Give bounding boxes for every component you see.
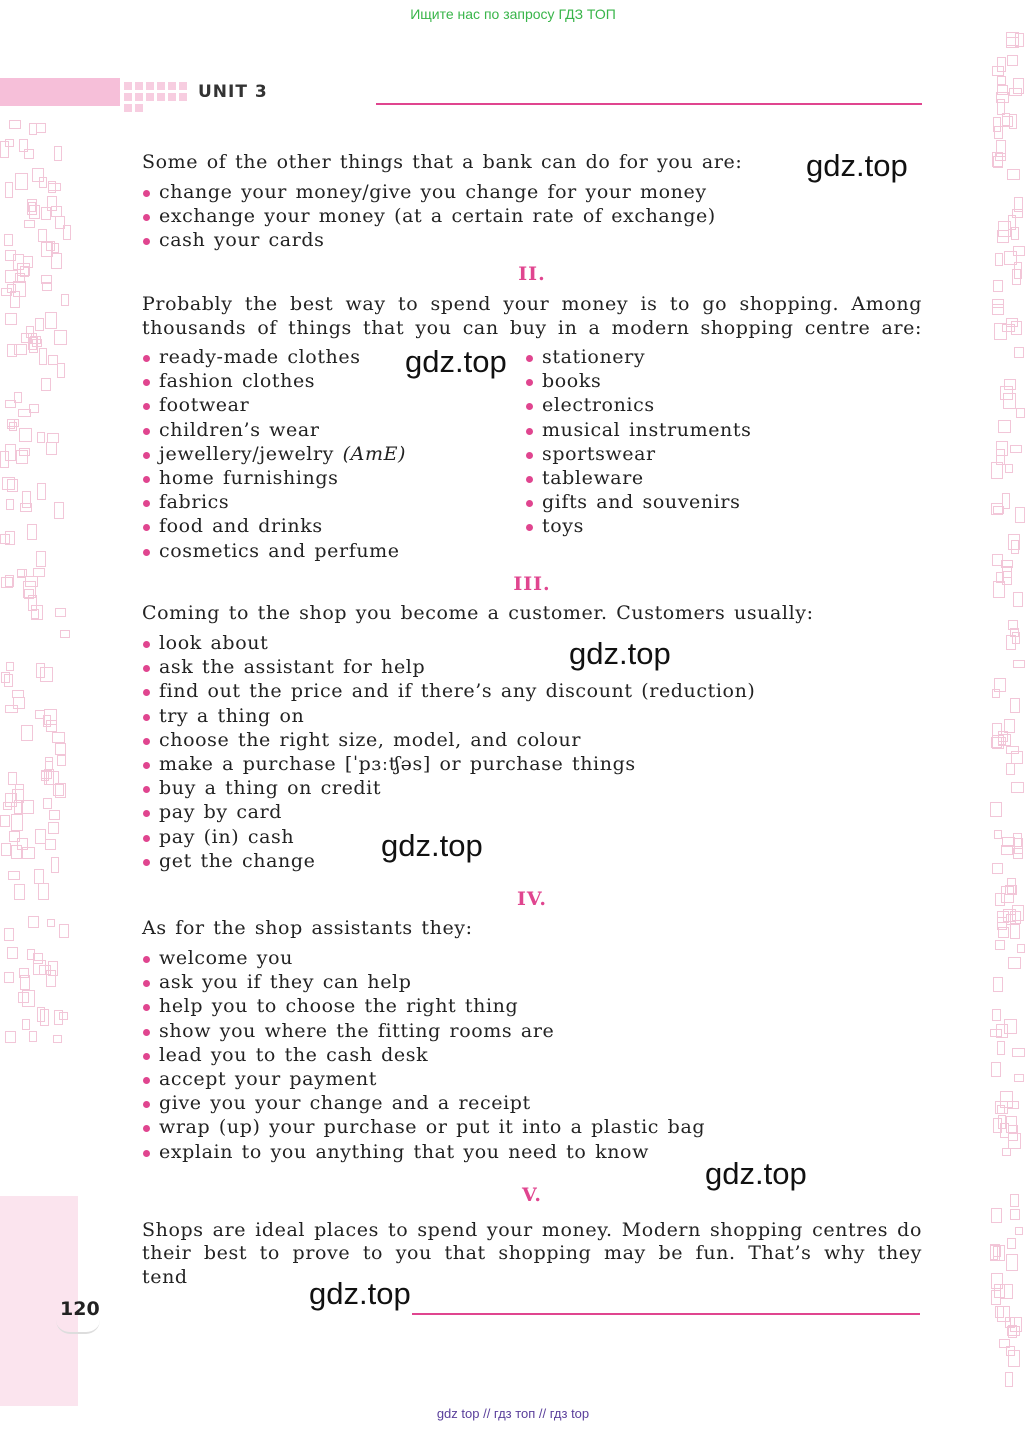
decorative-square: [4, 674, 13, 687]
decorative-square: [38, 229, 47, 242]
decorative-square: [5, 793, 17, 807]
decorative-square: [4, 972, 14, 983]
decorative-square: [27, 949, 35, 960]
decorative-square: [1014, 1074, 1024, 1082]
decorative-square: [7, 947, 18, 959]
list-item: cash your cards: [142, 228, 716, 252]
decorative-square: [5, 705, 18, 713]
decorative-square: [5, 575, 14, 587]
decorative-square: [61, 294, 69, 306]
decorative-square: [4, 928, 14, 941]
list-item-text: jewellery/jewelry: [159, 442, 334, 465]
list-item: get the change: [142, 849, 755, 873]
decorative-square: [32, 339, 42, 347]
decorative-square: [46, 442, 57, 455]
decorative-square: [997, 911, 1009, 923]
page-number-decoration: [56, 1320, 100, 1334]
decorative-square: [994, 126, 1003, 139]
decorative-square: [43, 798, 52, 809]
decorative-square: [48, 355, 58, 365]
header-rule: [376, 103, 922, 105]
decorative-square: [21, 725, 33, 741]
decorative-square: [9, 120, 21, 129]
decorative-square: [35, 710, 45, 719]
decorative-square: [1014, 262, 1022, 279]
decorative-square: [990, 802, 1002, 817]
decorative-square: [997, 1041, 1005, 1055]
decorative-square: [5, 313, 17, 325]
decorative-square: [6, 662, 14, 671]
decorative-square: [997, 1105, 1005, 1114]
decorative-square: [57, 363, 65, 378]
decorative-square: [1007, 55, 1018, 66]
bank-list: [142, 180, 716, 253]
decorative-square: [1002, 1148, 1011, 1156]
decorative-square: [47, 919, 55, 927]
decorative-square: [27, 524, 37, 540]
decorative-square: [993, 977, 1003, 992]
watermark: gdz.top: [309, 1276, 411, 1311]
list-item: explain to you anything that you need to know: [142, 1140, 705, 1164]
decorative-square: [992, 863, 1003, 874]
decorative-square: [39, 177, 47, 188]
section5-para-line1: Shops are ideal places to spend your money. Modern shopping centres do: [142, 1219, 922, 1241]
decorative-square: [16, 450, 28, 464]
decorative-square: [22, 847, 35, 859]
decorative-square: [37, 483, 46, 500]
list-item: fabrics: [142, 490, 406, 514]
decorative-square: [991, 1208, 1002, 1223]
decorative-square: [1008, 1350, 1020, 1367]
page-number: 120: [60, 1298, 100, 1320]
decorative-square: [999, 1339, 1010, 1348]
decorative-square: [44, 709, 57, 725]
decorative-square: [1017, 944, 1025, 953]
decorative-square: [29, 1031, 37, 1042]
decorative-square: [55, 608, 66, 617]
decorative-square: [55, 743, 66, 755]
unit-label: UNIT 3: [198, 82, 268, 102]
list-item: look about: [142, 631, 755, 655]
decorative-square: [22, 1019, 30, 1030]
list-item: find out the price and if there’s any discount (reduction): [142, 679, 755, 703]
decorative-square: [1008, 534, 1020, 550]
decorative-square: [990, 1245, 998, 1260]
decorative-square: [41, 378, 51, 391]
decorative-square: [1006, 318, 1018, 327]
decorative-square: [34, 869, 44, 884]
decorative-square: [991, 462, 1003, 479]
decorative-square: [992, 299, 1004, 308]
decorative-square: [7, 479, 18, 492]
decorative-square: [45, 312, 57, 329]
list-item: wrap (up) your purchase or put it into a plastic bag: [142, 1115, 705, 1139]
list-item: buy a thing on credit: [142, 776, 755, 800]
decorative-square: [9, 831, 20, 842]
decorative-square: [41, 771, 49, 781]
list-item: lead you to the cash desk: [142, 1043, 705, 1067]
decorative-square: [18, 992, 29, 1003]
decorative-square: [42, 282, 52, 291]
decorative-square: [5, 400, 16, 408]
decorative-square: [1005, 1372, 1013, 1387]
decorative-square: [1007, 1326, 1020, 1336]
list-item: [142, 442, 406, 466]
decorative-square: [1015, 1227, 1023, 1235]
list-item: help you to choose the right thing: [142, 994, 705, 1018]
decorative-square: [1013, 246, 1025, 256]
top-note: Ищите нас по запросу ГДЗ ТОП: [410, 6, 616, 22]
section-heading-5: V.: [521, 1184, 543, 1206]
decorative-square: [37, 432, 45, 443]
decorative-square: [49, 810, 60, 820]
decorative-square: [7, 419, 19, 427]
decorative-square: [14, 344, 27, 355]
decorative-square: [1008, 1125, 1018, 1141]
decorative-square: [994, 678, 1006, 692]
assistant-list: [142, 946, 705, 1164]
decorative-square: [995, 1306, 1004, 1318]
decorative-square: [1016, 408, 1025, 418]
list-item: change your money/give you change for your money: [142, 180, 716, 204]
decorative-square: [36, 123, 46, 133]
decorative-square: [993, 581, 1005, 598]
decorative-square: [57, 755, 66, 766]
list-item: ask the assistant for help: [142, 655, 755, 679]
list-item: ask you if they can help: [142, 970, 705, 994]
list-item: make a purchase [ˈpɜːʧəs] or purchase things: [142, 752, 755, 776]
decorative-square: [41, 207, 51, 220]
decorative-square: [24, 149, 34, 159]
decorative-square: [8, 871, 20, 880]
ame-note: (AmE): [342, 442, 407, 465]
decorative-square: [1008, 620, 1018, 630]
decorative-square: [1010, 698, 1020, 713]
decorative-square: [35, 318, 44, 331]
list-item: welcome you: [142, 946, 705, 970]
watermark: gdz.top: [381, 828, 483, 863]
decorative-square: [1012, 1048, 1025, 1057]
decorative-square: [1015, 507, 1025, 523]
decorative-square: [1014, 347, 1024, 358]
decorative-square: [1010, 1209, 1020, 1220]
list-item: home furnishings: [142, 466, 406, 490]
decorative-square: [998, 420, 1011, 433]
decorative-square: [994, 830, 1002, 839]
decorative-square: [5, 1031, 16, 1043]
decorative-square: [991, 1273, 1003, 1289]
decorative-square: [48, 822, 59, 834]
decorative-square: [19, 968, 29, 978]
decorative-square: [19, 428, 32, 442]
decorative-square: [6, 499, 14, 510]
decorative-square: [10, 291, 20, 308]
decorative-square: [1008, 957, 1021, 969]
decorative-square: [1002, 493, 1010, 509]
decorative-square: [11, 814, 23, 831]
footer-text: gdz top // гдз топ // гдз top: [436, 1406, 590, 1421]
decorative-square: [24, 220, 35, 228]
list-item: tableware: [525, 466, 751, 490]
decorative-square: [997, 57, 1006, 72]
decorative-square: [40, 667, 53, 682]
decorative-square: [14, 884, 25, 900]
list-item: musical instruments: [525, 418, 751, 442]
decorative-square: [52, 732, 65, 743]
decorative-square: [54, 1010, 63, 1025]
list-item: choose the right size, model, and colour: [142, 728, 755, 752]
decorative-square: [54, 146, 62, 161]
watermark: gdz.top: [569, 636, 671, 671]
shopping-list-left: [142, 345, 406, 563]
section2-para-line2: thousands of things that you can buy in a modern shopping centre are:: [142, 317, 922, 339]
section2-para-line1: Probably the best way to spend your money is to go shopping. Among: [142, 293, 922, 315]
list-item: toys: [525, 514, 751, 538]
section-heading-3: III.: [513, 573, 551, 595]
decorative-square: [51, 206, 62, 217]
decorative-square: [1001, 845, 1013, 855]
list-item: pay by card: [142, 800, 755, 824]
decorative-square: [39, 348, 47, 365]
unit-color-bar: [0, 78, 120, 106]
intro-text: Some of the other things that a bank can do for you are:: [142, 151, 743, 173]
watermark: gdz.top: [705, 1156, 807, 1191]
decorative-square: [1006, 763, 1015, 775]
decorative-square: [1005, 464, 1013, 473]
decorative-square: [40, 1009, 49, 1026]
list-item: try a thing on: [142, 704, 755, 728]
decorative-square: [1004, 1019, 1017, 1034]
decorative-square: [1006, 32, 1019, 48]
list-item: food and drinks: [142, 514, 406, 538]
decorative-square: [990, 1029, 1002, 1037]
right-decoration: [990, 30, 1026, 1432]
decorative-square: [1013, 592, 1023, 607]
decorative-square: [28, 916, 39, 928]
decorative-square: [26, 326, 34, 338]
decorative-square: [29, 205, 40, 219]
decorative-square: [1005, 885, 1017, 895]
decorative-square: [998, 737, 1006, 745]
decorative-square: [991, 1062, 1001, 1077]
list-item: stationery: [525, 345, 751, 369]
decorative-square: [995, 253, 1003, 266]
decorative-square: [0, 815, 10, 827]
list-item: gifts and souvenirs: [525, 490, 751, 514]
list-item: electronics: [525, 393, 751, 417]
decorative-square: [1002, 116, 1013, 127]
list-item: fashion clothes: [142, 369, 406, 393]
list-item: accept your payment: [142, 1067, 705, 1091]
decorative-square: [1013, 833, 1022, 847]
decorative-square: [5, 182, 13, 198]
section5-para-line2: their best to prove to you that shopping may be fun. That’s why they tend: [142, 1242, 922, 1288]
decorative-square: [18, 409, 31, 417]
decorative-square: [36, 551, 46, 567]
decorative-square: [22, 491, 31, 508]
decorative-square: [48, 183, 61, 191]
list-item: books: [525, 369, 751, 393]
list-item: give you your change and a receipt: [142, 1091, 705, 1115]
decorative-square: [1012, 632, 1020, 644]
list-item: children’s wear: [142, 418, 406, 442]
decorative-square: [4, 234, 13, 246]
list-item: cosmetics and perfume: [142, 539, 406, 563]
decorative-square: [995, 940, 1005, 950]
decorative-square: [1013, 660, 1025, 668]
decorative-square: [12, 690, 24, 698]
watermark: gdz.top: [806, 148, 908, 183]
decorative-square: [1000, 1123, 1009, 1138]
decorative-square: [0, 141, 9, 158]
decorative-square: [1007, 1101, 1019, 1109]
decorative-square: [1011, 227, 1019, 240]
decorative-square: [1007, 1238, 1016, 1249]
decorative-square: [998, 927, 1009, 938]
decorative-square: [5, 444, 16, 461]
decorative-square: [997, 76, 1006, 85]
decorative-square: [53, 1035, 62, 1043]
decorative-square: [54, 502, 64, 519]
decorative-square: [1010, 924, 1020, 939]
shopping-list-right: [525, 345, 751, 539]
decorative-square: [15, 173, 28, 190]
decorative-square: [45, 839, 56, 850]
list-item: exchange your money (at a certain rate of exchange): [142, 204, 716, 228]
decorative-square: [1013, 78, 1024, 94]
decorative-square: [23, 581, 36, 598]
decorative-square: [17, 569, 25, 578]
section-heading-2: II.: [518, 263, 546, 285]
decorative-square: [993, 280, 1003, 292]
footer-rule: [412, 1313, 920, 1315]
decorative-square: [17, 263, 30, 276]
decorative-square: [992, 1009, 1001, 1021]
decorative-square: [59, 924, 69, 938]
decorative-square: [1012, 209, 1023, 218]
decorative-square: [63, 225, 71, 240]
unit-decoration: [124, 82, 194, 112]
decorative-square: [35, 829, 46, 844]
decorative-square: [1006, 746, 1019, 754]
decorative-square: [41, 242, 53, 257]
section3-para: Coming to the shop you become a customer. Customers usually:: [142, 602, 814, 624]
decorative-square: [51, 857, 59, 873]
decorative-square: [1010, 445, 1022, 453]
decorative-square: [1006, 1254, 1018, 1271]
section-heading-4: IV.: [517, 888, 547, 910]
list-item: footwear: [142, 393, 406, 417]
decorative-square: [1, 843, 11, 856]
decorative-square: [5, 531, 15, 545]
list-item: show you where the fitting rooms are: [142, 1019, 705, 1043]
decorative-square: [39, 965, 51, 975]
decorative-square: [55, 783, 66, 798]
decorative-square: [1000, 386, 1013, 400]
decorative-square: [992, 152, 1003, 167]
decorative-square: [996, 441, 1008, 456]
decorative-square: [60, 630, 70, 638]
list-item: sportswear: [525, 442, 751, 466]
decorative-square: [991, 503, 1003, 515]
decorative-square: [1011, 782, 1024, 793]
watermark: gdz.top: [405, 344, 507, 379]
decorative-square: [996, 572, 1004, 583]
decorative-square: [996, 92, 1009, 103]
list-item: pay (in) cash: [142, 825, 755, 849]
decorative-square: [1010, 1194, 1019, 1207]
decorative-square: [38, 883, 49, 900]
decorative-square: [54, 330, 67, 345]
decorative-square: [11, 845, 22, 859]
decorative-square: [1007, 169, 1020, 180]
section4-para: As for the shop assistants they:: [142, 917, 473, 939]
list-item: ready-made clothes: [142, 345, 406, 369]
